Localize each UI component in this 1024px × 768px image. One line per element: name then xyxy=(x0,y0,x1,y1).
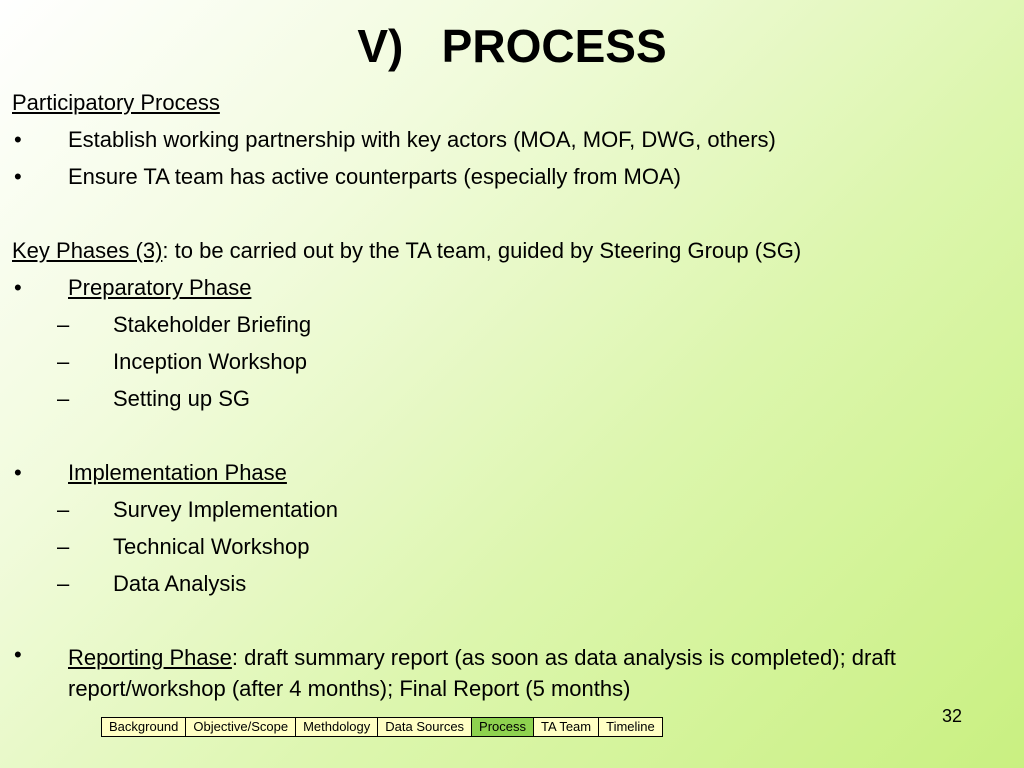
nav-methodology-button[interactable]: Methdology xyxy=(296,718,378,736)
list-item xyxy=(12,491,1012,528)
bullet-marker: • xyxy=(14,127,22,152)
participatory-heading-link[interactable]: Participatory Process xyxy=(12,90,220,115)
dash-marker: – xyxy=(57,312,70,337)
list-item xyxy=(12,121,1012,158)
phase-item xyxy=(12,269,1012,306)
nav-background-button[interactable]: Background xyxy=(102,718,186,736)
dash-marker: – xyxy=(57,497,70,522)
bullet-marker: • xyxy=(14,164,22,189)
key-phases-heading xyxy=(12,232,1012,269)
dash-marker: – xyxy=(57,571,70,596)
preparatory-phase-link[interactable]: Preparatory Phase xyxy=(68,275,252,300)
nav-timeline-button[interactable]: Timeline xyxy=(606,719,655,734)
list-item xyxy=(12,528,1012,565)
survey-implementation: Survey Implementation xyxy=(113,497,338,522)
list-item xyxy=(12,343,1012,380)
reporting-phase-description: : draft summary report (as soon as data analysis is completed); draft report/workshop (after 4 months); Final Report (5 months) xyxy=(68,645,896,701)
setting-up-sg: Setting up SG xyxy=(113,386,250,411)
participatory-heading xyxy=(12,84,1012,121)
spacer xyxy=(12,602,1012,639)
spacer xyxy=(12,195,1012,232)
list-item xyxy=(12,565,1012,602)
key-phases-description: : to be carried out by the TA team, guided by Steering Group (SG) xyxy=(162,238,802,263)
list-item xyxy=(12,158,1012,195)
navigation-bar xyxy=(101,717,663,737)
technical-workshop: Technical Workshop xyxy=(113,534,310,559)
bullet-marker: • xyxy=(14,642,22,667)
nav-data-sources-button[interactable]: Data Sources xyxy=(378,718,472,736)
participatory-bullet-2: Ensure TA team has active counterparts (especially from MOA) xyxy=(68,164,681,189)
slide-title: V) PROCESS xyxy=(357,20,667,72)
participatory-bullet-1: Establish working partnership with key actors (MOA, MOF, DWG, others) xyxy=(68,127,776,152)
implementation-phase-link[interactable]: Implementation Phase xyxy=(68,460,287,485)
inception-workshop: Inception Workshop xyxy=(113,349,308,374)
nav-objective-scope-button[interactable]: Objective/Scope xyxy=(186,718,296,736)
dash-marker: – xyxy=(57,386,70,411)
nav-ta-team-button[interactable]: TA Team xyxy=(534,718,599,736)
list-item xyxy=(12,380,1012,417)
key-phases-link[interactable]: Key Phases (3) xyxy=(12,238,163,263)
page-number: 32 xyxy=(941,706,962,726)
bullet-marker: • xyxy=(14,460,22,485)
phase-item xyxy=(12,639,1012,704)
dash-marker: – xyxy=(57,534,70,559)
phase-item xyxy=(12,454,1012,491)
data-analysis: Data Analysis xyxy=(113,571,247,596)
spacer xyxy=(12,417,1012,454)
nav-process-button[interactable]: Process xyxy=(472,718,534,736)
reporting-phase-link[interactable]: Reporting Phase xyxy=(68,645,232,670)
stakeholder-briefing: Stakeholder Briefing xyxy=(113,312,312,337)
bullet-marker: • xyxy=(14,275,22,300)
slide-content xyxy=(12,84,1012,704)
list-item xyxy=(12,306,1012,343)
dash-marker: – xyxy=(57,349,70,374)
